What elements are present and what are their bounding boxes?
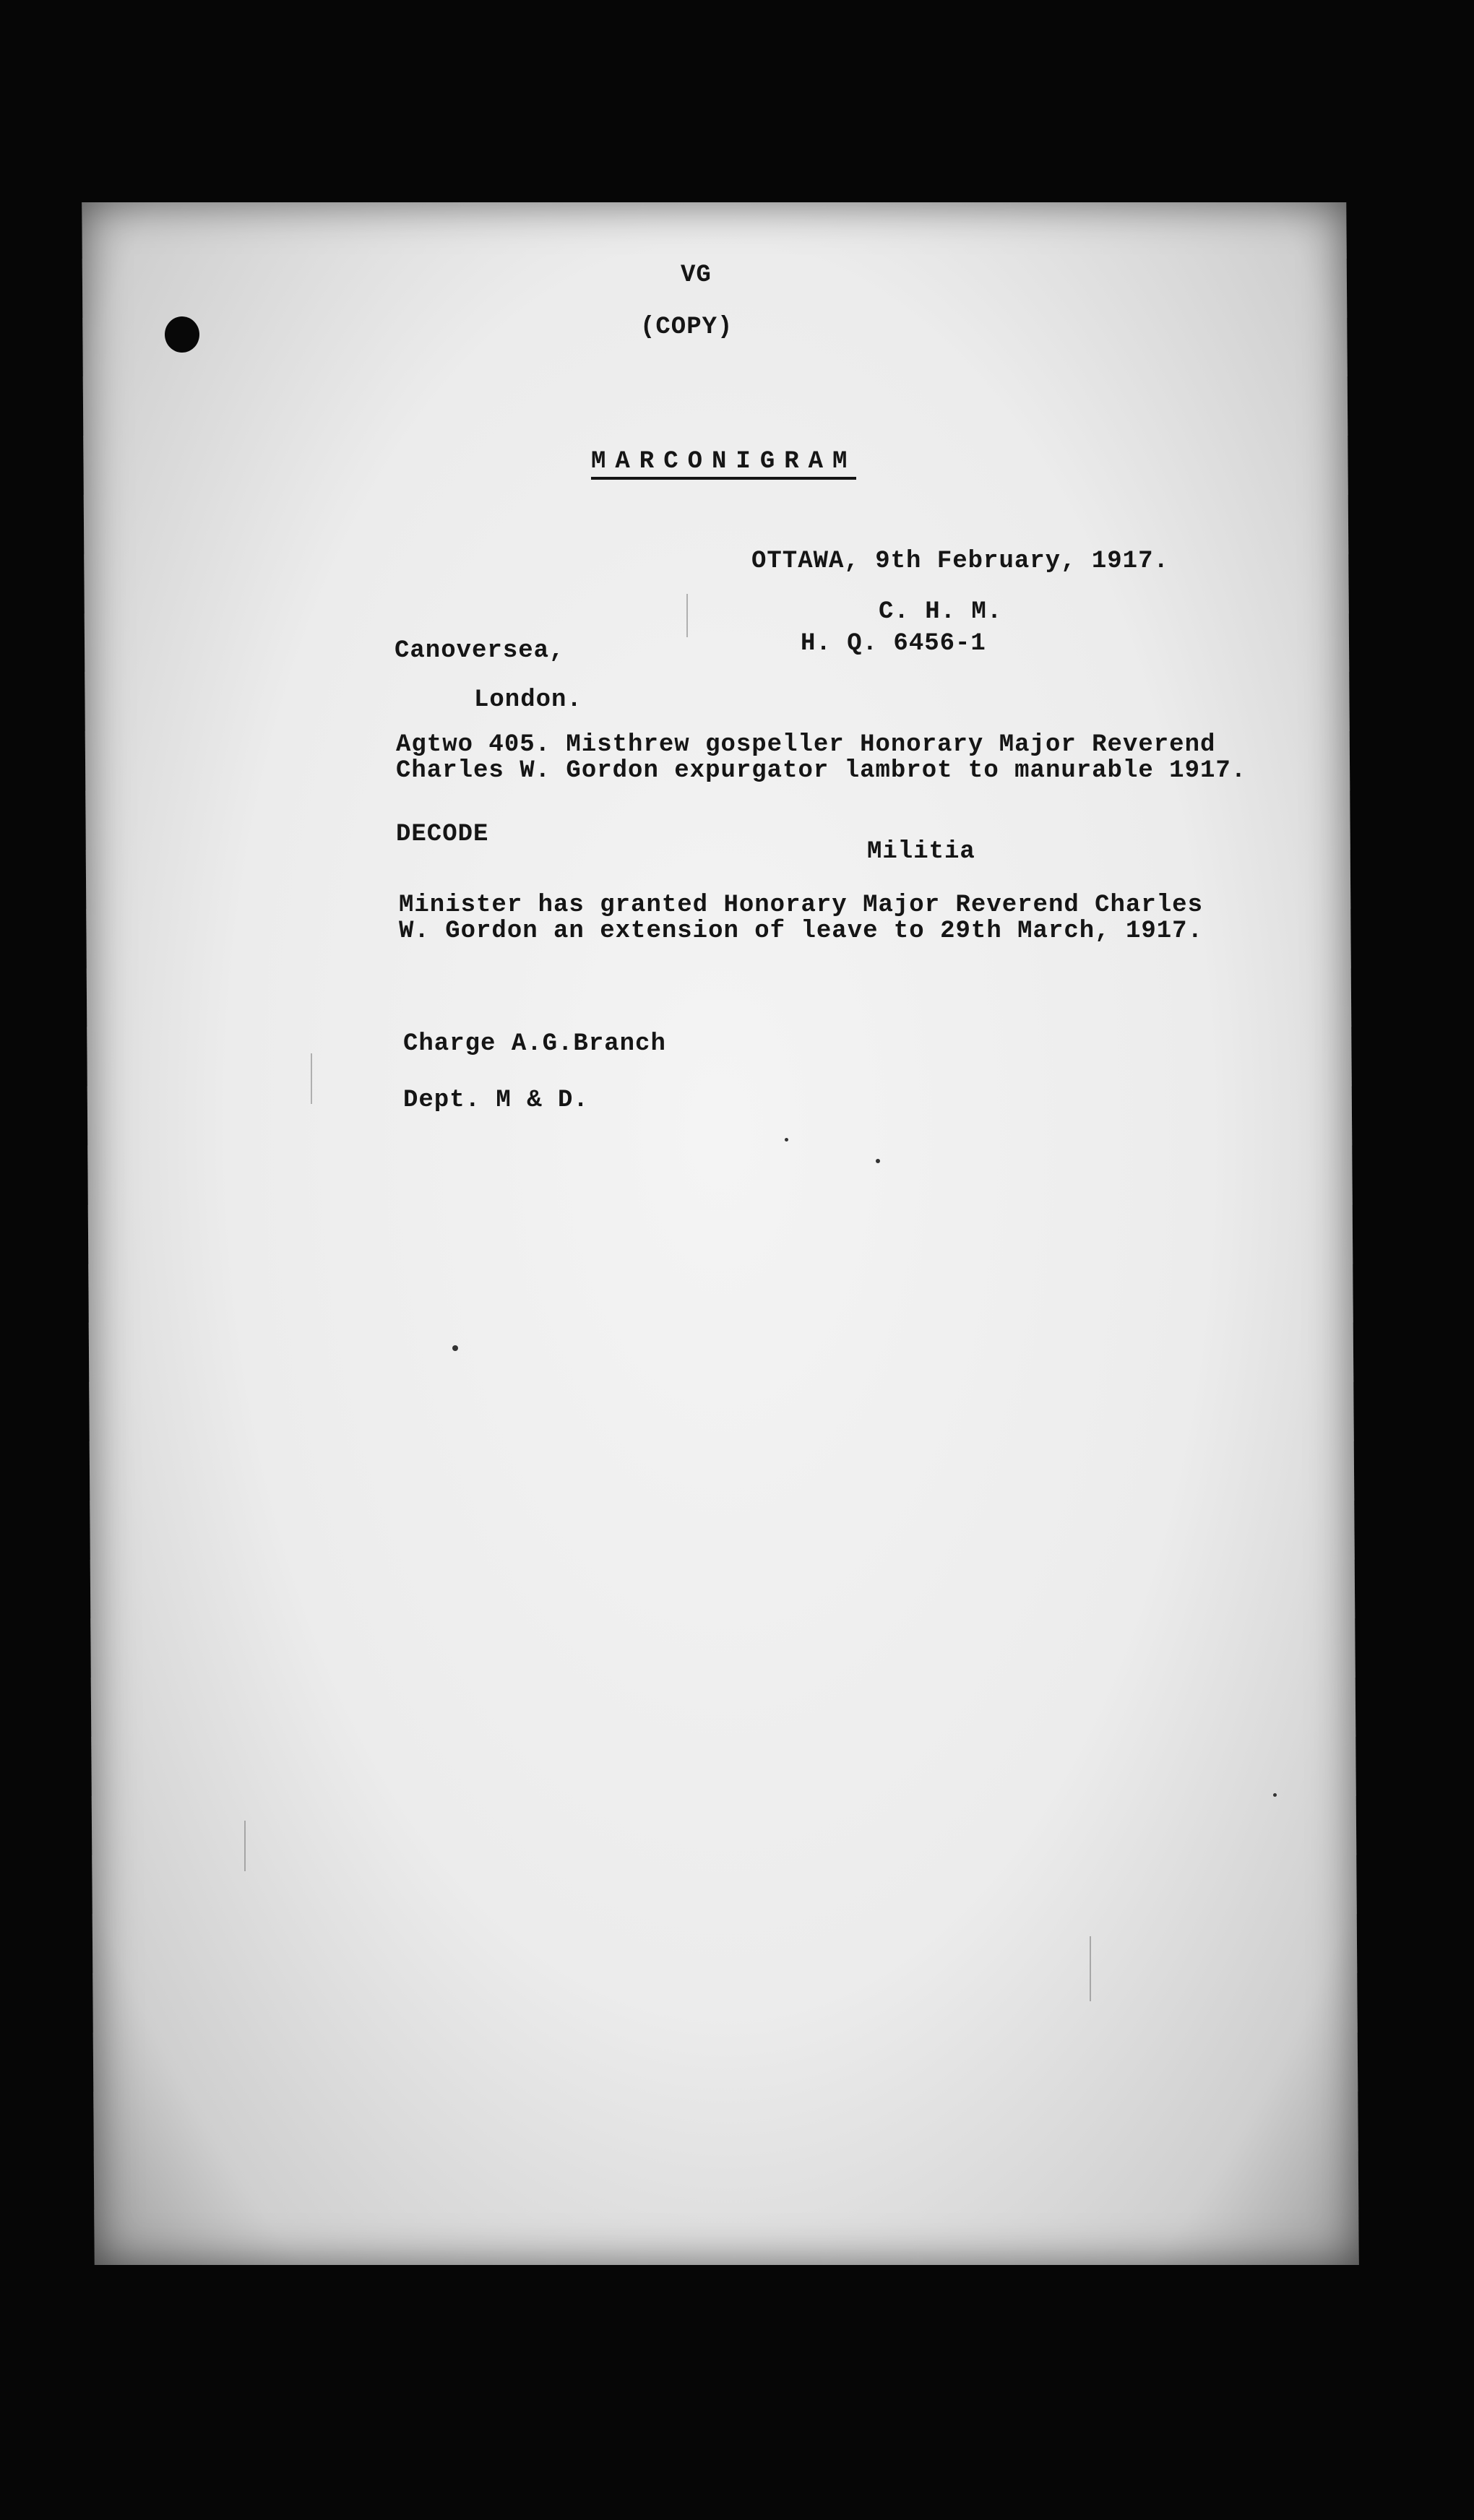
dust-speck — [785, 1138, 788, 1142]
scan-streak — [311, 1053, 312, 1104]
dust-speck — [876, 1159, 880, 1163]
scan-streak — [1090, 1936, 1091, 2001]
dust-speck — [1273, 1793, 1277, 1797]
decoded-line-1: Minister has granted Honorary Major Reverend Charles — [399, 892, 1203, 919]
reference-line-2: H. Q. 6456-1 — [801, 630, 986, 657]
addressee-city: London. — [474, 686, 582, 714]
body-line-2: Charles W. Gordon expurgator lambrot to manurable 1917. — [396, 757, 1247, 785]
department-line: Dept. M & D. — [403, 1087, 589, 1114]
dust-speck — [452, 1345, 458, 1351]
sender-label: Militia — [867, 838, 975, 866]
addressee: Canoversea, — [395, 637, 565, 665]
scan-streak — [244, 1821, 246, 1871]
place-date: OTTAWA, 9th February, 1917. — [751, 548, 1169, 575]
document-mark: VG — [681, 262, 712, 289]
reference-line-1: C. H. M. — [879, 598, 1003, 626]
punch-hole — [165, 316, 199, 353]
charge-line: Charge A.G.Branch — [403, 1030, 666, 1058]
decoded-line-2: W. Gordon an extension of leave to 29th March, 1917. — [399, 918, 1203, 945]
paper-sheet — [82, 202, 1358, 2265]
scan-streak — [686, 594, 688, 637]
copy-label: (COPY) — [640, 314, 733, 341]
document-title: MARCONIGRAM — [591, 448, 856, 480]
decode-label: DECODE — [396, 821, 489, 848]
body-line-1: Agtwo 405. Misthrew gospeller Honorary Major Reverend — [396, 731, 1216, 759]
